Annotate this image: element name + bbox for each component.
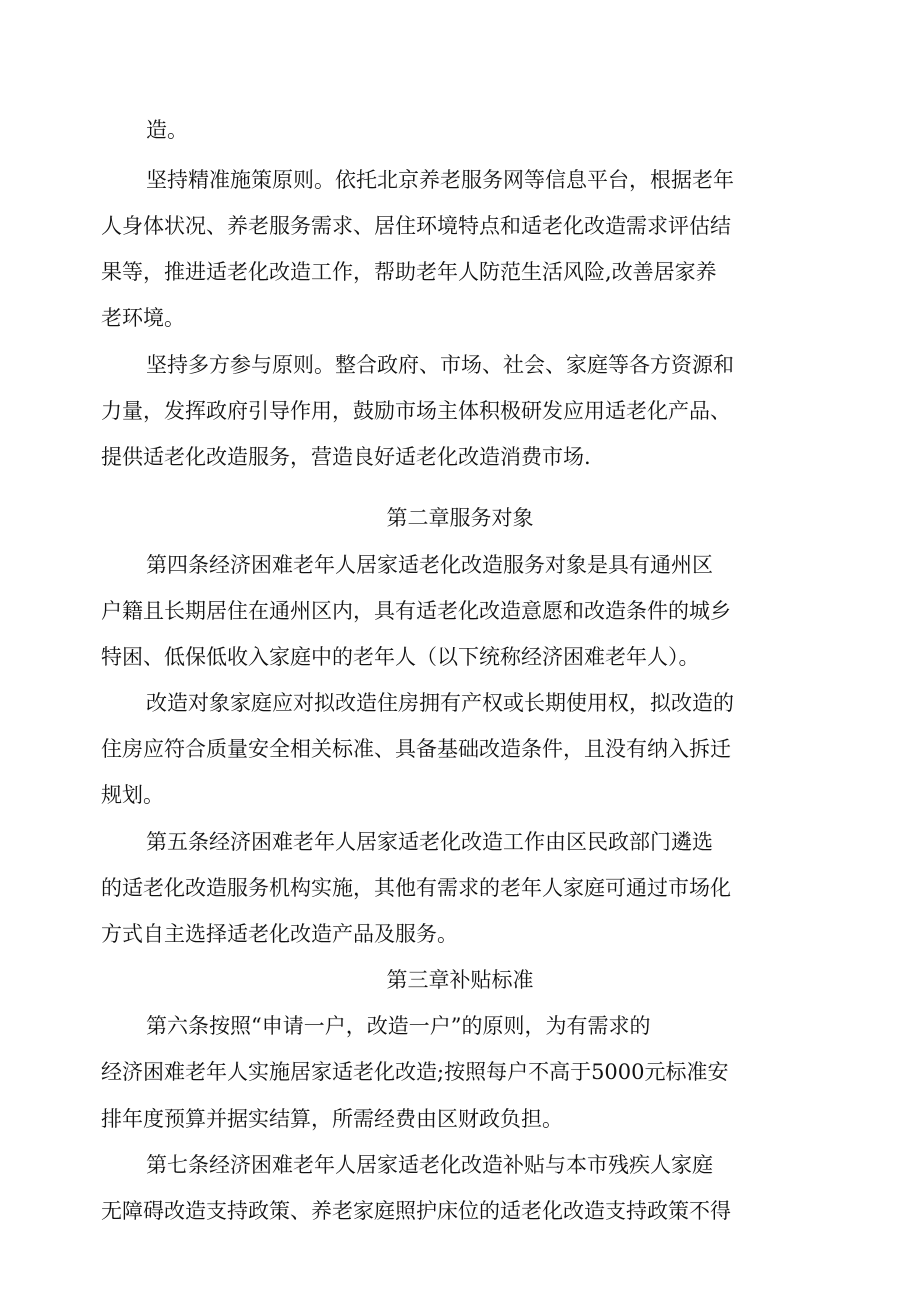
paragraph-start: 第七条经济困难老年人居家适老化改造补贴与本市残疾人家庭 [146,1153,713,1177]
text-line: 力量，发挥政府引导作用，鼓励市场主体积极研发应用适老化产品、 [101,399,731,423]
paragraph-start: 坚持精准施策原则。依托北京养老服务网等信息平台，根据老年 [146,168,734,192]
text-line: 老环境。 [101,306,185,330]
text-line: 排年度预算并据实结算，所需经费由区财政负担。 [101,1107,563,1131]
text-line: 无障碍改造支持政策、养老家庭照护床位的适老化改造支持政策不得 [101,1199,731,1223]
paragraph-start: 坚持多方参与原则。整合政府、市场、社会、家庭等各方资源和 [146,353,734,377]
text-line: 的适老化改造服务机构实施，其他有需求的老年人家庭可通过市场化 [101,876,731,900]
text-line: 户籍且长期居住在通州区内，具有适老化改造意愿和改造条件的城乡 [101,599,731,623]
text-line: 经济困难老年人实施居家适老化改造;按照每户不高于5000元标准安 [101,1060,729,1084]
text-line: 人身体状况、养老服务需求、居住环境特点和适老化改造需求评估结 [101,214,731,238]
text-line: 规划。 [101,783,164,807]
text-line: 提供适老化改造服务，营造良好适老化改造消费市场. [101,445,591,469]
text-line: 造。 [146,118,188,142]
paragraph-start: 第六条按照“申请一户，改造一户”的原则，为有需求的 [146,1014,651,1038]
paragraph-start: 第五条经济困难老年人居家适老化改造工作由区民政部门遴选 [146,830,713,854]
text-line: 果等，推进适老化改造工作，帮助老年人防范生活风险,改善居家养 [101,260,717,284]
paragraph-start: 第四条经济困难老年人居家适老化改造服务对象是具有通州区 [146,553,713,577]
chapter-heading: 第三章补贴标准 [386,968,534,992]
text-line: 住房应符合质量安全相关标准、具备基础改造条件，且没有纳入拆迁 [101,737,731,761]
paragraph-start: 改造对象家庭应对拟改造住房拥有产权或长期使用权，拟改造的 [146,691,734,715]
text-line: 特困、低保低收入家庭中的老年人（以下统称经济困难老年人）。 [101,645,700,669]
text-line: 方式自主选择适老化改造产品及服务。 [101,922,458,946]
chapter-heading: 第二章服务对象 [386,506,534,530]
